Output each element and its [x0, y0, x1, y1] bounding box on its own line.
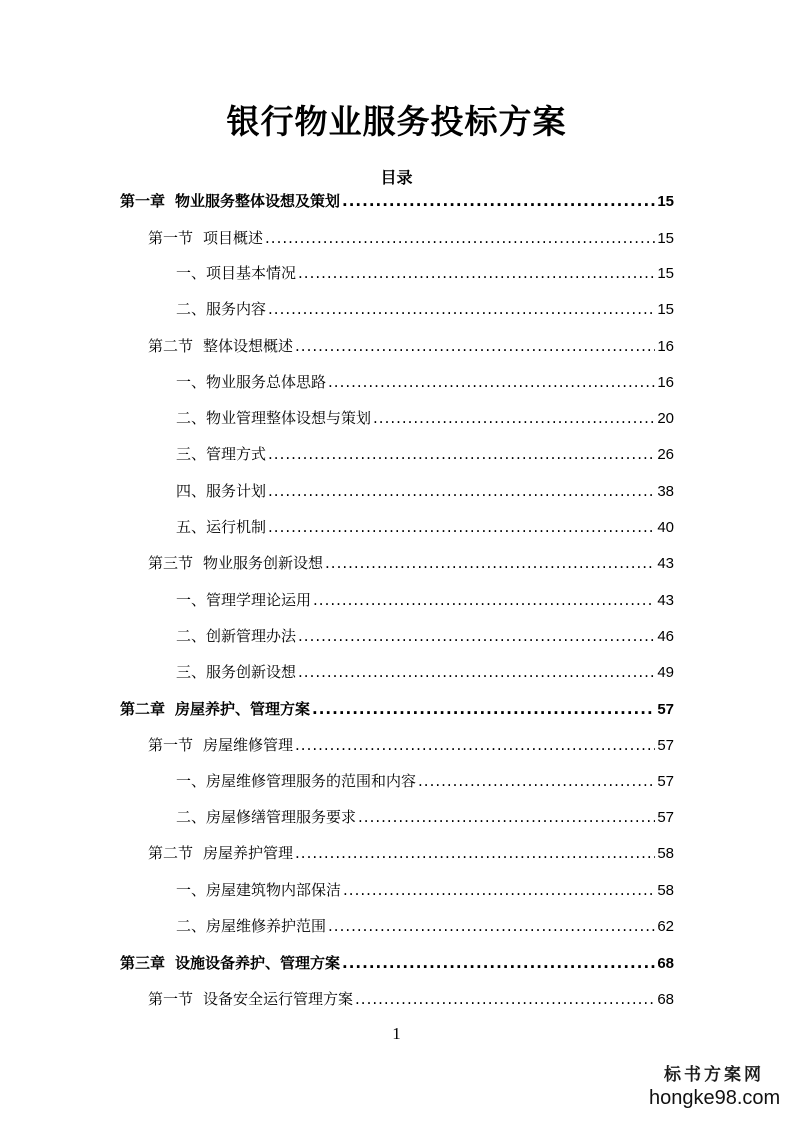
toc-entry[interactable]: [176, 625, 674, 649]
toc-entry[interactable]: [176, 262, 674, 286]
toc-leader-dots: [268, 445, 655, 463]
toc-entry-number: 第二节: [148, 844, 194, 862]
toc-entry[interactable]: [176, 806, 674, 830]
watermark-url: hongke98.com: [649, 1087, 781, 1109]
toc-entry-label: [120, 952, 340, 973]
toc-entry-label: [176, 915, 326, 936]
toc-entry-label: [176, 625, 296, 646]
toc-entry-page: 15: [657, 265, 674, 282]
toc-entry-page: 16: [657, 338, 674, 355]
toc-entry-label: [176, 480, 266, 501]
toc-entry-number: 第一节: [148, 990, 194, 1008]
toc-entry-page: 43: [657, 555, 674, 572]
toc-entry-page: 15: [657, 301, 674, 318]
toc-entry-text: 创新管理办法: [206, 627, 297, 645]
toc-entry[interactable]: [176, 661, 674, 685]
toc-entry-page: 20: [657, 410, 674, 427]
toc-entry-text: 项目概述: [203, 229, 264, 247]
toc-entry-text: 房屋维修管理: [203, 736, 294, 754]
toc-entry-label: [176, 879, 341, 900]
toc-leader-dots: [298, 264, 655, 282]
toc-entry-label: [148, 227, 263, 248]
toc-entry-number: 二、: [176, 917, 207, 935]
toc-entry-label: [148, 734, 293, 755]
toc-entry-number: 一、: [176, 373, 207, 391]
toc-leader-dots: [342, 954, 655, 972]
toc-entry[interactable]: [148, 227, 674, 251]
toc-entry-number: 五、: [176, 518, 207, 536]
toc-leader-dots: [295, 736, 655, 754]
toc-entry[interactable]: [148, 335, 674, 359]
toc-entry-text: 房屋修缮管理服务要求: [206, 808, 357, 826]
toc-entry-text: 服务内容: [206, 300, 267, 318]
toc-leader-dots: [373, 409, 655, 427]
toc-entry-text: 房屋养护管理: [203, 844, 294, 862]
toc-entry-text: 整体设想概述: [203, 337, 294, 355]
toc-entry-label: [176, 262, 296, 283]
toc-entry-label: [148, 335, 293, 356]
toc-entry[interactable]: [176, 915, 674, 939]
toc-entry-page: 58: [657, 882, 674, 899]
toc-entry-number: 一、: [176, 264, 207, 282]
toc-leader-dots: [268, 300, 655, 318]
toc-entry-text: 服务计划: [206, 482, 267, 500]
toc-entry-page: 15: [657, 193, 674, 210]
watermark-name: 标书方案网: [664, 1065, 764, 1085]
toc-entry-number: 一、: [176, 591, 207, 609]
toc-entry-label: [176, 516, 266, 537]
toc-entry-page: 57: [657, 737, 674, 754]
toc-leader-dots: [268, 518, 655, 536]
toc-entry-text: 设备安全运行管理方案: [203, 990, 354, 1008]
toc-entry-text: 房屋建筑物内部保洁: [206, 881, 342, 899]
toc-entry-label: [176, 806, 356, 827]
toc-leader-dots: [325, 554, 655, 572]
toc-entry-number: 第三章: [120, 954, 166, 972]
toc-leader-dots: [328, 373, 655, 391]
toc-entry-text: 项目基本情况: [206, 264, 297, 282]
toc-entry[interactable]: [176, 879, 674, 903]
toc-entry-number: 二、: [176, 300, 207, 318]
toc-entry[interactable]: [176, 443, 674, 467]
toc-entry-number: 四、: [176, 482, 207, 500]
toc-entry[interactable]: [148, 988, 674, 1012]
toc-entry-text: 物业管理整体设想与策划: [206, 409, 372, 427]
toc-leader-dots: [342, 192, 655, 210]
toc-entry-label: [176, 770, 416, 791]
toc-entry-label: [148, 842, 293, 863]
toc-entry[interactable]: [176, 770, 674, 794]
toc-entry-number: 第二章: [120, 700, 166, 718]
toc-entry-page: 49: [657, 664, 674, 681]
toc-entry-number: 第一节: [148, 736, 194, 754]
toc-entry-text: 服务创新设想: [206, 663, 297, 681]
toc-entry-number: 二、: [176, 409, 207, 427]
toc-leader-dots: [295, 844, 655, 862]
toc-entry-label: [176, 298, 266, 319]
toc-entry-number: 二、: [176, 808, 207, 826]
toc-entry-label: [176, 371, 326, 392]
toc-entry-text: 设施设备养护、管理方案: [175, 954, 341, 972]
toc-entry-text: 管理方式: [206, 445, 267, 463]
toc-entry-page: 57: [657, 773, 674, 790]
toc-entry-label: [120, 190, 340, 211]
toc-leader-dots: [298, 627, 655, 645]
toc-leader-dots: [268, 482, 655, 500]
toc-entry-label: [176, 443, 266, 464]
toc-entry-number: 三、: [176, 445, 207, 463]
toc-entry[interactable]: [176, 480, 674, 504]
toc-entry-label: [148, 988, 353, 1009]
toc-entry-text: 物业服务总体思路: [206, 373, 327, 391]
toc-entry[interactable]: [120, 190, 674, 214]
watermark: [649, 1060, 779, 1110]
toc-entry-label: [176, 407, 371, 428]
toc-entry[interactable]: [176, 589, 674, 613]
toc-entry-text: 房屋维修管理服务的范围和内容: [206, 772, 417, 790]
toc-leader-dots: [328, 917, 655, 935]
toc-entry-page: 58: [657, 845, 674, 862]
toc-leader-dots: [295, 337, 655, 355]
toc-entry-page: 15: [657, 230, 674, 247]
toc-leader-dots: [358, 808, 655, 826]
toc-heading: 目录: [380, 168, 413, 187]
toc-leader-dots: [265, 229, 655, 247]
toc-leader-dots: [298, 663, 655, 681]
toc-leader-dots: [355, 990, 655, 1008]
toc-entry[interactable]: [148, 734, 674, 758]
toc-leader-dots: [343, 881, 655, 899]
toc-entry-text: 物业服务创新设想: [203, 554, 324, 572]
toc-entry-number: 二、: [176, 627, 207, 645]
toc-entry-text: 物业服务整体设想及策划: [175, 192, 341, 210]
toc-entry-number: 第三节: [148, 554, 194, 572]
toc-entry-label: [120, 698, 310, 719]
toc-entry-page: 16: [657, 374, 674, 391]
toc-entry-page: 68: [657, 991, 674, 1008]
toc-entry-page: 43: [657, 592, 674, 609]
toc-entry-page: 46: [657, 628, 674, 645]
toc-entry[interactable]: [176, 371, 674, 395]
toc-entry-number: 一、: [176, 772, 207, 790]
toc-entry[interactable]: [176, 407, 674, 431]
toc-entry-text: 管理学理论运用: [206, 591, 312, 609]
toc-entry-number: 第一章: [120, 192, 166, 210]
toc-entry-page: 57: [657, 701, 674, 718]
toc-entry-page: 26: [657, 446, 674, 463]
toc-entry[interactable]: [120, 698, 674, 722]
toc-entry-page: 62: [657, 918, 674, 935]
toc-leader-dots: [313, 591, 655, 609]
toc-entry[interactable]: [148, 552, 674, 576]
toc-entry-page: 68: [657, 955, 674, 972]
toc-entry-page: 38: [657, 483, 674, 500]
toc-entry-label: [176, 589, 311, 610]
toc-entry-text: 房屋养护、管理方案: [175, 700, 311, 718]
toc-leader-dots: [312, 700, 655, 718]
page-number: 1: [392, 1024, 401, 1043]
toc-entry[interactable]: [120, 952, 674, 976]
toc-entry-text: 房屋维修养护范围: [206, 917, 327, 935]
toc-entry-number: 三、: [176, 663, 207, 681]
toc-entry-label: [148, 552, 323, 573]
toc-entry-label: [176, 661, 296, 682]
toc-entry-number: 第二节: [148, 337, 194, 355]
toc-entry-number: 一、: [176, 881, 207, 899]
toc-entry[interactable]: [176, 298, 674, 322]
toc-entry-page: 57: [657, 809, 674, 826]
toc-entry-page: 40: [657, 519, 674, 536]
document-title: 银行物业服务投标方案: [226, 102, 567, 141]
toc-entry[interactable]: [148, 842, 674, 866]
toc-entry-text: 运行机制: [206, 518, 267, 536]
toc-leader-dots: [418, 772, 655, 790]
toc-entry-number: 第一节: [148, 229, 194, 247]
toc-entry[interactable]: [176, 516, 674, 540]
